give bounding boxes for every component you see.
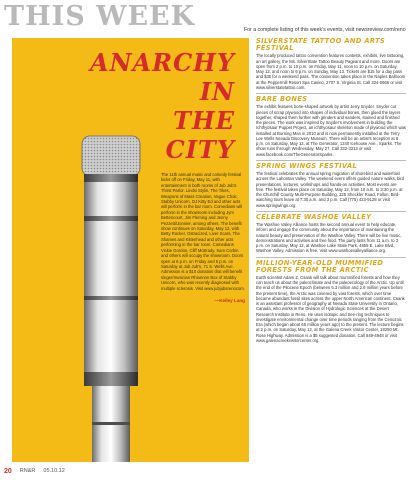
event-title: SILVERSTATE TATTOO AND ARTS FESTIVAL <box>256 37 386 53</box>
headline-line: THE <box>173 106 235 135</box>
headline-line: CITY <box>165 135 235 164</box>
hero-headline <box>35 48 235 164</box>
events-column <box>256 38 406 346</box>
event-body: The exhibit features bone-shaped artwork by artist Jerry Snyder. Snyder cut pieces of scrap plywood into shapes of individual bones, then glued the layers together, shaped them further with grinders and sanders, stained and finished the pieces. The work was inspired by Snyder's involvement in building the Ichthyosaur Puppet Project, an ichthyosaur skeleton made of plywood which was installed at Burning Man in 2010 and is now permanently installed at the Terry Lee Wells Nevada Discovery Museum. There will be an artist's reception at 6 p.m. on Saturday, May 12, at The Generator, 1240 Icehouse Ave., Sparks. The show runs through Wednesday, May 27. Call 332-3213 or visit www.facebook.com/TheGeneratorSparks. <box>256 104 406 157</box>
event-section <box>256 214 406 254</box>
section-divider <box>256 93 406 94</box>
event-title: MILLION-YEAR-OLD MUMMIFIED FORESTS FROM THE ARCTIC <box>256 258 384 274</box>
event-section <box>256 163 406 208</box>
event-title: BARE BONES <box>256 95 308 104</box>
section-divider <box>256 257 406 258</box>
event-section <box>256 38 406 90</box>
section-divider <box>256 211 406 212</box>
event-section <box>256 96 406 157</box>
masthead-bar <box>0 0 413 34</box>
event-body: Earth scientist Adam Z. Csank will talk about mummified forests and how they can teach us about the paleoclimate and the paleoecology of the Arctic. Up until the end of the Pliocene Epoch (between 5.3 million and 2.6 million years before the present time), the Arctic was covered by vast forests, which over time became abundant fossil sites across the upper North American continent. Csank is an assistant professor of geography at Nevada State University in Ontario, Canada, who works in the Division of Hydrologic Sciences at the Desert Research Institute in Reno. He uses isotopic and tree-ring techniques to investigate environmental change over time periods ranging from the Cenozoic Era (which began about 65 million years ago) to the present. The lecture begins at 2 p.m. on Saturday, May 12, at the Galena Creek Visitor Center, 18250 Mt. Rose Highway. Admission is a $5 suggested donation. Call 849-4948 or visit www.galenacreekvisitorcenter.org. <box>256 274 405 343</box>
hero-feature <box>12 38 249 462</box>
masthead-tagline[interactable]: For a complete listing of this week's events, visit newsreview.com/reno <box>244 27 406 33</box>
page-number: 20 <box>4 467 12 475</box>
event-title: CELEBRATE WASHOE VALLEY <box>256 212 372 221</box>
headline-line: ANARCHY <box>89 48 235 77</box>
page-footer <box>4 466 65 476</box>
event-body: The festival celebrates the annual spring migration of shorebird and waterfowl across the Lahontan Valley. The weekend event offers guided nature walks, bird presentations, lectures, workshops and hands-on activities. Most events are free. The festival takes place on Saturday, May 12, from 10 a.m. to 3:30 p.m. at the Churchill County Multi-Purpose Building, 325 Sheckler Road, Fallon. Bird-watching tours leave at 7:30 a.m. and 3 p.m. Call (775) 423-9128 or visit www.springwings.org. <box>256 171 404 208</box>
headline-line: IN <box>199 77 235 106</box>
event-body: The locally produced tattoo convention features contests, exhibits, live tattooing, an art gallery, the Ms. SilverState Tattoo Beauty Pageant and more. Doors are open from 2 p.m. to 10 p.m. on Friday, May 11, noon to 10 p.m. on Saturday, May 12, and noon to 6 p.m. on Sunday, May 13. Tickets are $15 for a day pass and $35 for a weekend pass. The convention takes place in the Naples Ballroom at the Peppermill Resort Spa Casino, 2707 S. Virginia St. Call 324-0666 or visit www.silverstatetattoo.com. <box>256 53 406 90</box>
issue-date: 05.10.12 <box>43 468 65 474</box>
hero-byline: —Kelley Lang <box>214 298 245 303</box>
section-divider <box>256 160 406 161</box>
masthead-title: THIS WEEK <box>4 1 196 32</box>
publication-name: RN&R <box>19 468 36 474</box>
hero-lede: The 11th annual music and comedy festival kicks off on Friday, May 11, with entertainment in both rooms of Jub Jub's Thirst Parlor. Lindsi Stylin, The Tikes, Weapons of Mass Creation, Vague Choir, Stabby Unicorn, DJ Kitty Ed and other acts will perform in the bar room. Comedians will perform in the showroom including Jym Bettencourt, Jim Fleming and Jenny Pezzetti/Jonnier, among others. The benefit show continues on Saturday, May 12, with Betty Rocker, Ostracized, Liver Scars, The Shames and Kittenhead and other acts performing in the bar room. Comedians Vickie Gordon, Cliff McBrady, Sam Corbin and others will occupy the showroom. Doors open at 6 p.m. on Friday and 5 p.m. on Saturday at Jub Jub's, 71 S. Wells Ave. Admission is a $10 donation that will benefit singer/musician Rhiannon Box of Stabby Unicorn, who was recently diagnosed with multiple sclerosis. Visit www.jubjubsrenocom. <box>161 172 245 291</box>
event-section <box>256 260 406 344</box>
event-title: SPRING WINGS FESTIVAL <box>256 161 358 170</box>
event-body: The Washoe Valley Alliance hosts the second annual event to help educate, inform and engage the community about the importance of maintaining the natural beauty and preservation of the Washoe Valley. There will be live music, demonstrations and activities and free food. The party lasts from 11 a.m. to 3 p.m. on Saturday, May 12, at Washoe Lake State Park, 4855 E. Lake Blvd., Washoe Valley. Admission is free. Visit www.washoevalleyalliance.org. <box>256 222 402 254</box>
